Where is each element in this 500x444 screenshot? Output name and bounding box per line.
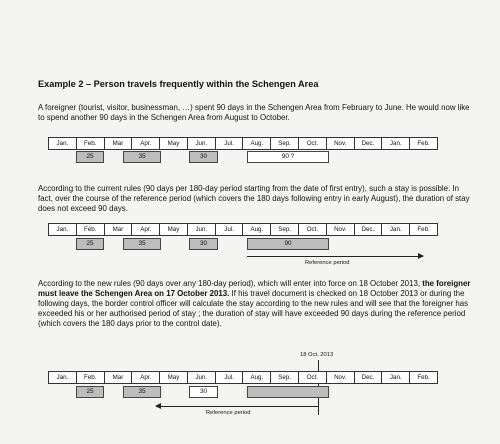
- month-cell: Apr.: [132, 224, 160, 235]
- reference-period-arrow: [247, 256, 423, 257]
- month-cell: Jan.: [382, 224, 410, 235]
- month-cell: Dec.: [355, 372, 383, 383]
- month-cell: Sep.: [271, 224, 299, 235]
- stay-25-days: 25: [76, 151, 104, 163]
- stay-30-days: 30: [189, 238, 218, 250]
- month-cell: Mar: [105, 224, 133, 235]
- month-cell: Aug.: [243, 138, 271, 149]
- month-cell: Apr.: [132, 372, 160, 383]
- month-cell: Dec.: [355, 138, 383, 149]
- month-cell: Sep.: [271, 138, 299, 149]
- stay-35-days: 35: [123, 151, 161, 163]
- month-cell: Jun.: [188, 372, 216, 383]
- month-cell: Aug.: [243, 224, 271, 235]
- month-cell: Jan.: [382, 138, 410, 149]
- month-cell: Jan.: [49, 138, 77, 149]
- stay-30-days: 30: [189, 386, 218, 398]
- month-cell: Oct.: [299, 138, 327, 149]
- stay-35-days: 35: [123, 238, 161, 250]
- stay-25-days: 25: [76, 386, 104, 398]
- month-cell: Feb.: [417, 140, 430, 147]
- month-cell: May: [160, 138, 188, 149]
- reference-period-label: Reference period: [206, 410, 251, 416]
- month-cell: Jan.: [382, 372, 410, 383]
- stay-25-days: 25: [76, 238, 104, 250]
- leave-date-emphasis: the foreigner must leave the Schengen Area on 17 October 2013.: [38, 279, 471, 298]
- stay-30-days: 30: [189, 151, 218, 163]
- month-cell: Nov.: [327, 372, 355, 383]
- month-cell: Jun.: [188, 224, 216, 235]
- month-cell: Jun.: [188, 138, 216, 149]
- month-cell: Oct.: [299, 372, 327, 383]
- planned-stay-90-days: 90 ?: [247, 151, 329, 163]
- timeline-1: [48, 137, 438, 150]
- month-cell: Jul.: [216, 138, 244, 149]
- month-cell: Feb.: [77, 372, 105, 383]
- timeline-2: [48, 223, 438, 236]
- stay-35-days: 35: [123, 386, 161, 398]
- reference-period-arrow: [156, 406, 318, 407]
- new-rules-paragraph: According to the new rules (90 days over any 180-day period), which will enter into force on 18 October 2013, the foreigner must leave the Schengen Area on 17 October 2013. If his travel document is checked on 18 October 2013 or during the following days, the border control officer will calculate the stay according to the new rules and will see that the foreigner has exceeded his or her authorised period of stay ; the duration of stay will have exceeded 90 days during the reference period (which covers the 180 days prior to the control date).: [38, 279, 471, 328]
- month-cell: Jul.: [216, 224, 244, 235]
- month-cell: Dec.: [355, 224, 383, 235]
- example-title: Example 2 – Person travels frequently within the Schengen Area: [38, 79, 319, 89]
- month-cell: Nov.: [327, 138, 355, 149]
- month-cell: May: [160, 224, 188, 235]
- reference-period-label: Reference period: [305, 260, 350, 266]
- intro-paragraph: A foreigner (tourist, visitor, businessman, …) spent 90 days in the Schengen Area from February to June. He would now like to spend another 90 days in the Schengen Area from August to October.: [38, 103, 470, 122]
- month-cell: May: [160, 372, 188, 383]
- month-cell: Jul.: [216, 372, 244, 383]
- stay-90-days-shaded: [247, 386, 329, 398]
- month-cell: Sep.: [271, 372, 299, 383]
- control-date-label: 18 Oct. 2013: [300, 352, 334, 358]
- month-cell: Feb.: [77, 138, 105, 149]
- timeline-3: [48, 371, 438, 384]
- month-cell: Feb.: [417, 374, 430, 381]
- current-rules-paragraph: According to the current rules (90 days per 180-day period starting from the date of first entry), such a stay is possible. In fact, over the course of the reference period (which covers the 180 days following entry in early August), the duration of stay does not exceed 90 days.: [38, 184, 470, 213]
- month-cell: Feb.: [417, 226, 430, 233]
- stay-90-days: 90: [247, 238, 329, 250]
- month-cell: Feb.: [77, 224, 105, 235]
- month-cell: Nov.: [327, 224, 355, 235]
- month-cell: Jan.: [49, 224, 77, 235]
- month-cell: Aug.: [243, 372, 271, 383]
- month-cell: Apr.: [132, 138, 160, 149]
- month-cell: Oct.: [299, 224, 327, 235]
- month-cell: Jan.: [49, 372, 77, 383]
- month-cell: Mar: [105, 372, 133, 383]
- month-cell: Mar: [105, 138, 133, 149]
